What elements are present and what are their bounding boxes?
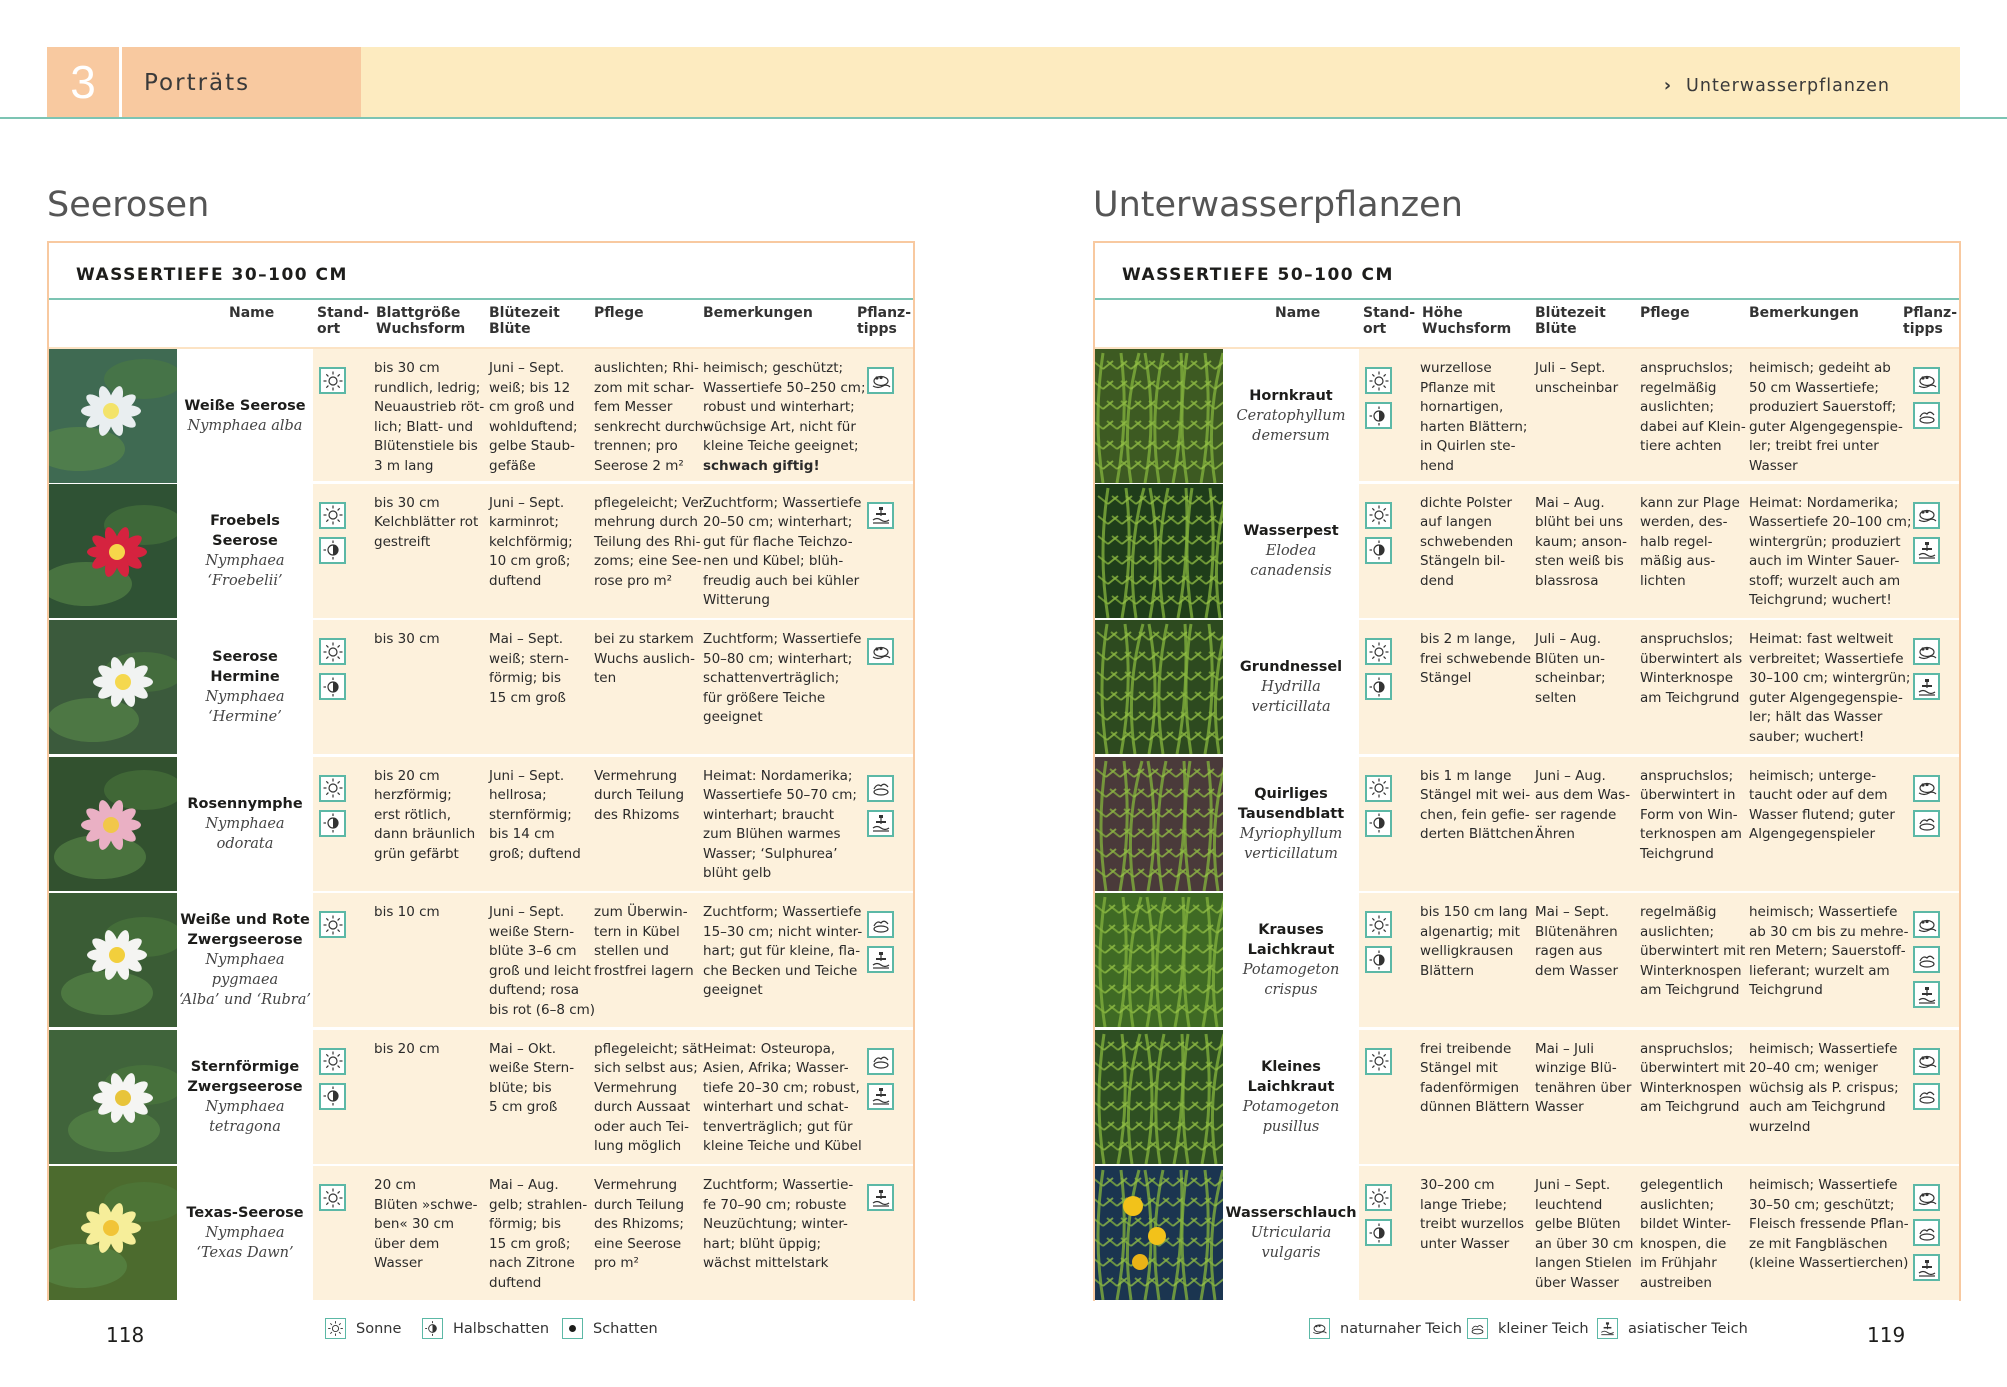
asian-pond-icon — [1913, 673, 1940, 700]
cell-c1 — [1420, 767, 1534, 845]
cell-text: Vermehrung durch Teilung des Rhizoms; eine Seerose pro m² — [594, 1177, 685, 1271]
plant-photo — [49, 893, 177, 1027]
cell-text: bis 1 m lange Stängel mit wei- chen, fein gefie- derten Blättchen — [1420, 767, 1534, 842]
cell-text: dichte Polster auf langen schwebenden Stängeln bil- dend — [1420, 494, 1514, 589]
cell-c1 — [374, 767, 475, 865]
plant-name-cell — [177, 349, 313, 483]
half-shade-icon — [1365, 946, 1392, 973]
common-name: Quirliges Tausendblatt — [1237, 785, 1345, 822]
cell-text: Mai – Okt. weiße Stern- blüte; bis 5 cm groß — [489, 1040, 575, 1115]
latin-name: Myriophyllum verticillatum — [1239, 825, 1343, 862]
plant-photo — [1095, 893, 1223, 1027]
natural-pond-icon — [1913, 367, 1940, 394]
cell-text: bis 30 cm — [374, 631, 440, 647]
cell-c1 — [1420, 359, 1527, 476]
table-row — [49, 347, 913, 483]
cell-c4 — [703, 767, 857, 884]
col-header-c3: Pflege — [594, 305, 644, 321]
cell-c2 — [489, 1176, 587, 1293]
cell-text: Juni – Sept. hellrosa; sternförmig; bis 14 cm groß; duftend — [489, 767, 581, 862]
cell-c2 — [1535, 1040, 1631, 1118]
cell-text: bis 20 cm herzförmig; erst rötlich, dann bräunlich grün gefärbt — [374, 767, 476, 862]
table-panel-left — [47, 241, 915, 1301]
small-pond-icon — [867, 911, 894, 938]
cell-c4 — [1749, 1040, 1899, 1138]
common-name: Weiße und Rote Zwergseerose — [180, 912, 310, 948]
sun-icon — [1365, 638, 1392, 665]
cell-c2 — [489, 1040, 574, 1118]
plant-name-cell — [1223, 349, 1359, 483]
plant-photo — [1095, 620, 1223, 754]
common-name: Sternförmige Zwergseerose — [187, 1058, 303, 1095]
common-name: Wasserschlauch — [1225, 1205, 1357, 1221]
plant-photo — [49, 349, 177, 483]
asian-pond-icon — [867, 1083, 894, 1110]
plant-photo — [1095, 349, 1223, 483]
cell-c2 — [1535, 630, 1606, 708]
half-shade-icon — [422, 1318, 443, 1339]
plant-name-cell — [177, 484, 313, 618]
sun-icon — [325, 1318, 346, 1339]
cell-c4 — [1749, 359, 1903, 476]
cell-c3 — [1640, 903, 1745, 1001]
sun-icon — [1365, 1048, 1392, 1075]
col-header-c2: Blütezeit Blüte — [1535, 305, 1606, 337]
natural-pond-icon — [867, 638, 894, 665]
legend-small-pond — [1467, 1318, 1589, 1339]
cell-c4 — [703, 359, 866, 476]
common-name: Grundnessel — [1239, 659, 1343, 675]
cell-text: Juni – Aug. aus dem Was- ser ragende Ähren — [1535, 767, 1631, 842]
cell-c4 — [703, 903, 862, 1001]
chapter-divider — [119, 47, 122, 117]
latin-name: Nymphaea pygmaea ‘Alba’ und ‘Rubra’ — [179, 952, 311, 1008]
sun-icon — [1365, 502, 1392, 529]
common-name: Wasserpest — [1243, 522, 1339, 539]
section-breadcrumb[interactable] — [1664, 76, 1890, 96]
cell-c1 — [374, 359, 484, 476]
cell-text: bei zu starkem Wuchs auslich- ten — [594, 631, 695, 686]
col-header-c2: Blütezeit Blüte — [489, 305, 560, 337]
cell-text: auslichten; Rhi- zom mit schar- fem Messer senkrecht durch- trennen; pro Seerose 2 m² — [594, 360, 709, 474]
cell-text: pflegeleicht; Ver- mehrung durch Teilung des Rhi- zoms; eine See- rose pro m² — [594, 494, 709, 589]
latin-name: Utricularia vulgaris — [1250, 1225, 1332, 1261]
col-header-c3: Pflege — [1640, 305, 1690, 321]
half-shade-icon — [1365, 1219, 1392, 1246]
cell-text: Heimat: Osteuropa, Asien, Afrika; Wasser- tiefe 20–30 cm; robust, winterhart und schat- tenverträglich; gut für kleine Teiche und Kübel — [703, 1040, 862, 1154]
chapter-number: 3 — [70, 56, 96, 108]
cell-text: Juni – Sept. weiße Stern- blüte 3–6 cm groß und leicht duftend; rosa bis rot (6–8 cm) — [489, 904, 596, 1018]
natural-pond-icon — [867, 367, 894, 394]
plant-name-cell — [1223, 484, 1359, 618]
asian-pond-icon — [867, 946, 894, 973]
cell-c2 — [489, 494, 573, 592]
cell-c4 — [703, 630, 861, 728]
cell-text: Mai – Juli winzige Blü- tenähren über Wasser — [1535, 1040, 1632, 1115]
cell-text: heimisch; gedeiht ab 50 cm Wassertiefe; produziert Sauerstoff; guter Algengegenspie- ler; treibt frei unter Wasser — [1749, 360, 1903, 474]
sun-icon — [319, 911, 346, 938]
half-shade-icon — [319, 1083, 346, 1110]
cell-c3 — [594, 767, 684, 826]
latin-name: Hydrilla verticillata — [1251, 679, 1331, 715]
col-header-tipps: Pflanz- tipps — [1903, 305, 1958, 337]
half-shade-icon — [1365, 537, 1392, 564]
cell-c3 — [1640, 1176, 1731, 1293]
cell-c3 — [594, 359, 708, 476]
cell-c1 — [1420, 903, 1528, 981]
panel-title: WASSERTIEFE 30–100 CM — [76, 265, 348, 285]
cell-c3 — [594, 1176, 684, 1274]
cell-text: Heimat: Nordamerika; Wassertiefe 20–100 cm; wintergrün; produziert auch im Winter Sauer- stoff; wurzelt auch am Teichgrund; wuchert! — [1749, 494, 1912, 608]
cell-c3 — [1640, 1040, 1745, 1118]
legend-label: naturnaher Teich — [1340, 1320, 1462, 1337]
table-row — [49, 1166, 913, 1302]
plant-photo — [1095, 1030, 1223, 1164]
common-name: Rosennymphe — [187, 795, 303, 812]
panel-title: WASSERTIEFE 50–100 CM — [1122, 265, 1394, 285]
cell-c4 — [1749, 630, 1910, 747]
sun-icon — [319, 1184, 346, 1211]
cell-text: Zuchtform; Wassertiefe 50–80 cm; winterhart; schattenverträglich; für größere Teiche geeignet — [703, 631, 862, 725]
plant-photo — [49, 1030, 177, 1164]
cell-text: Heimat: Nordamerika; Wassertiefe 50–70 cm; winterhart; braucht zum Blühen warmes Wasser; ‘Sulphurea’ blüht gelb — [703, 767, 857, 881]
sun-icon — [1365, 1184, 1392, 1211]
table-row — [49, 757, 913, 893]
cell-c4 — [703, 494, 861, 611]
plant-name-cell — [1223, 893, 1359, 1027]
cell-c3 — [1640, 359, 1746, 457]
latin-name: Nymphaea ‘Froebelii’ — [205, 552, 285, 589]
cell-c2 — [1535, 903, 1618, 981]
legend-label: Sonne — [356, 1320, 402, 1337]
plant-name-cell — [177, 1030, 313, 1164]
asian-pond-icon — [1913, 537, 1940, 564]
natural-pond-icon — [1913, 1184, 1940, 1211]
plant-photo — [49, 1166, 177, 1300]
plant-name-cell — [1223, 1030, 1359, 1164]
latin-name: Potamogeton pusillus — [1242, 1098, 1340, 1135]
asian-pond-icon — [867, 810, 894, 837]
col-header-tipps: Pflanz- tipps — [857, 305, 912, 337]
common-name: Texas-Seerose — [186, 1205, 304, 1221]
cell-text: Juni – Sept. karminrot; kelchförmig; 10 cm groß; duftend — [489, 494, 573, 589]
latin-name: Potamogeton crispus — [1242, 962, 1340, 998]
cell-text: Zuchtform; Wassertiefe 15–30 cm; nicht winter- hart; gut für kleine, fla- che Becken und Teiche geeignet — [703, 904, 863, 998]
cell-c3 — [1640, 767, 1742, 865]
small-pond-icon — [1913, 1083, 1940, 1110]
cell-text: kann zur Plage werden, des- halb regel- mäßig aus- lichten — [1640, 494, 1740, 589]
natural-pond-icon — [1309, 1318, 1330, 1339]
cell-c1 — [1420, 1176, 1524, 1254]
table-panel-right — [1093, 241, 1961, 1301]
cell-c1 — [374, 630, 440, 650]
cell-c1 — [1420, 1040, 1529, 1118]
cell-text: regelmäßig auslichten; überwintert mit Winterknospen am Teichgrund — [1640, 904, 1746, 998]
small-pond-icon — [1913, 946, 1940, 973]
col-header-standort: Stand- ort — [317, 305, 370, 337]
cell-c4 — [1749, 767, 1895, 845]
latin-name: Nymphaea ‘Hermine’ — [205, 689, 285, 725]
chevron-right-icon: › — [1663, 76, 1673, 96]
cell-text: heimisch; Wassertiefe 30–50 cm; geschützt; Fleisch fressende Pflan- ze mit Fangbläschen (kleine Wassertierchen) — [1749, 1177, 1909, 1271]
table-row — [1095, 1166, 1959, 1302]
cell-c3 — [594, 630, 695, 689]
common-name: Hornkraut — [1249, 388, 1333, 404]
panel-rule — [49, 298, 913, 300]
cell-text: Vermehrung durch Teilung des Rhizoms — [594, 767, 685, 823]
cell-text: anspruchslos; überwintert mit Winterknospen am Teichgrund — [1640, 1040, 1746, 1115]
cell-c4 — [1749, 494, 1912, 611]
cell-text: heimisch; Wassertiefe 20–40 cm; weniger wüchsig als P. crispus; auch am Teichgrund wurzelnd — [1749, 1040, 1899, 1135]
latin-name: Ceratophyllum demersum — [1236, 408, 1346, 444]
cell-c3 — [594, 1040, 703, 1157]
plant-name-cell — [177, 620, 313, 754]
legend-shade — [562, 1318, 658, 1339]
latin-name: Nymphaea alba — [187, 418, 303, 434]
cell-c1 — [374, 903, 440, 923]
plant-photo — [1095, 757, 1223, 891]
sun-icon — [1365, 367, 1392, 394]
cell-text: bis 150 cm lang algenartig; mit welligkrausen Blättern — [1420, 904, 1528, 979]
asian-pond-icon — [1597, 1318, 1618, 1339]
table-row — [1095, 484, 1959, 620]
cell-text: Mai – Aug. gelb; strahlen- förmig; bis 15 cm groß; nach Zitrone duftend — [489, 1177, 588, 1291]
warning-text: schwach giftig! — [703, 457, 820, 474]
sun-icon — [319, 638, 346, 665]
cell-c2 — [1535, 359, 1618, 398]
legend-label: Halbschatten — [453, 1320, 550, 1337]
small-pond-icon — [1913, 1219, 1940, 1246]
cell-c2 — [489, 630, 569, 708]
cell-text: 30–200 cm lange Triebe; treibt wurzellos unter Wasser — [1420, 1177, 1525, 1252]
table-row — [1095, 1030, 1959, 1166]
cell-text: anspruchslos; überwintert als Winterknospe am Teichgrund — [1640, 631, 1743, 706]
cell-text: bis 30 cm Kelchblätter rot gestreift — [374, 494, 479, 550]
asian-pond-icon — [867, 502, 894, 529]
cell-c3 — [1640, 494, 1740, 592]
cell-text: frei treibende Stängel mit fadenförmigen dünnen Blättern — [1420, 1040, 1530, 1115]
table-row — [49, 1030, 913, 1166]
section-label: Unterwasserpflanzen — [1686, 76, 1890, 96]
small-pond-icon — [1913, 810, 1940, 837]
latin-name: Elodea canadensis — [1250, 542, 1332, 579]
cell-text: heimisch; geschützt; Wassertiefe 50–250 cm; robust und winterhart; wüchsige Art, nicht für kleine Teiche geeignet; — [703, 360, 866, 454]
page-title-right: Unterwasserpflanzen — [1093, 185, 1463, 225]
natural-pond-icon — [1913, 638, 1940, 665]
sun-icon — [319, 1048, 346, 1075]
page-number-right: 119 — [1867, 1323, 1906, 1347]
small-pond-icon — [1467, 1318, 1488, 1339]
table-row — [49, 893, 913, 1029]
cell-text: anspruchslos; regelmäßig auslichten; dabei auf Klein- tiere achten — [1640, 360, 1746, 454]
table-row — [1095, 757, 1959, 893]
common-name: Krauses Laichkraut — [1247, 922, 1335, 958]
cell-text: bis 10 cm — [374, 904, 440, 920]
sun-icon — [319, 367, 346, 394]
table-row — [1095, 620, 1959, 756]
cell-c1 — [1420, 494, 1513, 592]
plant-name-cell — [1223, 620, 1359, 754]
cell-text: Mai – Sept. weiß; stern- förmig; bis 15 cm groß — [489, 631, 569, 706]
cell-text: Zuchtform; Wassertiefe 20–50 cm; winterhart; gut für flache Teichzo- nen und Kübel; blüh- freudig auch bei kühler Witterung — [703, 494, 862, 608]
col-header-c1: Höhe Wuchsform — [1422, 305, 1512, 337]
natural-pond-icon — [1913, 911, 1940, 938]
half-shade-icon — [1365, 810, 1392, 837]
half-shade-icon — [319, 673, 346, 700]
cell-text: Heimat: fast weltweit verbreitet; Wassertiefe 30–100 cm; wintergrün; guter Algengegenspie- ler; hält das Wasser sauber; wuchert! — [1749, 631, 1911, 745]
plant-name-cell — [1223, 757, 1359, 891]
sun-icon — [1365, 775, 1392, 802]
cell-text: Zuchtform; Wassertie- fe 70–90 cm; robuste Neuzüchtung; winter- hart; blüht üppig; wächst mittelstark — [703, 1177, 854, 1271]
cell-c3 — [594, 903, 694, 981]
plant-name-cell — [177, 757, 313, 891]
legend-half-shade — [422, 1318, 549, 1339]
sun-icon — [1365, 911, 1392, 938]
common-name: Froebels Seerose — [210, 512, 280, 549]
half-shade-icon — [1365, 673, 1392, 700]
half-shade-icon — [319, 810, 346, 837]
col-header-name: Name — [229, 305, 275, 321]
col-header-c1: Blattgröße Wuchsform — [376, 305, 466, 337]
asian-pond-icon — [1913, 1254, 1940, 1281]
small-pond-icon — [1913, 402, 1940, 429]
legend-label: Schatten — [593, 1320, 658, 1337]
common-name: Kleines Laichkraut — [1247, 1058, 1335, 1095]
cell-c4 — [703, 1176, 853, 1274]
header-rule — [0, 117, 2007, 119]
legend-label: kleiner Teich — [1498, 1320, 1589, 1337]
small-pond-icon — [867, 1048, 894, 1075]
cell-text: zum Überwin- tern in Kübel stellen und frostfrei lagern — [594, 904, 694, 979]
cell-c4 — [1749, 1176, 1909, 1274]
asian-pond-icon — [1913, 981, 1940, 1008]
legend-label: asiatischer Teich — [1628, 1320, 1748, 1337]
cell-c1 — [374, 1176, 478, 1274]
cell-text: anspruchslos; überwintert in Form von Win- terknospen am Teichgrund — [1640, 767, 1742, 862]
half-shade-icon — [319, 537, 346, 564]
cell-text: heimisch; Wassertiefe ab 30 cm bis zu mehre- ren Metern; Sauerstoff- lieferant; wurzelt am Teichgrund — [1749, 904, 1909, 998]
plant-photo — [1095, 484, 1223, 618]
natural-pond-icon — [1913, 775, 1940, 802]
cell-text: bis 2 m lange, frei schwebende Stängel — [1420, 631, 1532, 686]
plant-name-cell — [177, 893, 313, 1027]
cell-text: heimisch; unterge- taucht oder auf dem Wasser flutend; guter Algengegenspieler — [1749, 767, 1895, 842]
plant-photo — [49, 757, 177, 891]
sun-icon — [319, 775, 346, 802]
common-name: Seerose Hermine — [210, 649, 280, 685]
asian-pond-icon — [867, 1184, 894, 1211]
cell-c1 — [374, 1040, 440, 1060]
natural-pond-icon — [1913, 1048, 1940, 1075]
cell-text: bis 20 cm — [374, 1040, 440, 1057]
cell-c2 — [489, 767, 581, 865]
sun-icon — [319, 502, 346, 529]
cell-text: Juli – Sept. unscheinbar — [1535, 360, 1619, 396]
cell-c2 — [1535, 1176, 1633, 1293]
plant-name-cell — [1223, 1166, 1359, 1300]
col-header-name: Name — [1275, 305, 1321, 321]
cell-text: Mai – Aug. blüht bei uns kaum; anson- sten weiß bis blassrosa — [1535, 494, 1627, 589]
cell-c1 — [1420, 630, 1531, 689]
cell-c3 — [1640, 630, 1742, 708]
table-row — [1095, 893, 1959, 1029]
plant-photo — [49, 620, 177, 754]
plant-photo — [1095, 1166, 1223, 1300]
plant-name-cell — [177, 1166, 313, 1300]
cell-c2 — [489, 903, 595, 1020]
cell-c2 — [1535, 494, 1627, 592]
col-header-standort: Stand- ort — [1363, 305, 1416, 337]
table-row — [49, 484, 913, 620]
cell-c4 — [1749, 903, 1909, 1001]
half-shade-icon — [1365, 402, 1392, 429]
page-title-left: Seerosen — [47, 185, 210, 225]
cell-c2 — [489, 359, 578, 476]
plant-photo — [49, 484, 177, 618]
cell-c1 — [374, 494, 478, 553]
chapter-title: Porträts — [144, 70, 251, 96]
cell-text: wurzellose Pflanze mit hornartigen, harten Blättern; in Quirlen ste- hend — [1420, 360, 1528, 474]
cell-text: Juli – Aug. Blüten un- scheinbar; selten — [1535, 631, 1606, 706]
small-pond-icon — [867, 775, 894, 802]
table-row — [1095, 347, 1959, 483]
latin-name: Nymphaea ‘Texas Dawn’ — [196, 1225, 294, 1261]
natural-pond-icon — [1913, 502, 1940, 529]
cell-c2 — [1535, 767, 1630, 845]
cell-text: Mai – Sept. Blütenähren ragen aus dem Wasser — [1535, 904, 1618, 979]
cell-text: bis 30 cm rundlich, ledrig; Neuaustrieb röt- lich; Blatt- und Blütenstiele bis 3 m lang — [374, 360, 485, 474]
cell-text: Juni – Sept. weiß; bis 12 cm groß und wohlduftend; gelbe Staub- gefäße — [489, 360, 578, 474]
shade-icon — [562, 1318, 583, 1339]
cell-text: 20 cm Blüten »schwe- ben« 30 cm über dem Wasser — [374, 1177, 478, 1271]
page-number-left: 118 — [106, 1323, 145, 1347]
cell-c4 — [703, 1040, 862, 1157]
col-header-c4: Bemerkungen — [703, 305, 813, 321]
legend-natural-pond — [1309, 1318, 1462, 1339]
table-row — [49, 620, 913, 756]
cell-text: Juni – Sept. leuchtend gelbe Blüten an über 30 cm langen Stielen über Wasser — [1535, 1177, 1634, 1291]
panel-rule — [1095, 298, 1959, 300]
col-header-c4: Bemerkungen — [1749, 305, 1859, 321]
legend-sun — [325, 1318, 401, 1339]
cell-text: pflegeleicht; sät sich selbst aus; Vermehrung durch Aussaat oder auch Tei- lung möglich — [594, 1040, 703, 1154]
legend-asian-pond — [1597, 1318, 1748, 1339]
cell-c3 — [594, 494, 708, 592]
common-name: Weiße Seerose — [184, 398, 306, 414]
latin-name: Nymphaea tetragona — [205, 1098, 285, 1135]
cell-text: gelegentlich auslichten; bildet Winter- knospen, die im Frühjahr austreiben — [1640, 1177, 1732, 1291]
latin-name: Nymphaea odorata — [205, 815, 285, 852]
